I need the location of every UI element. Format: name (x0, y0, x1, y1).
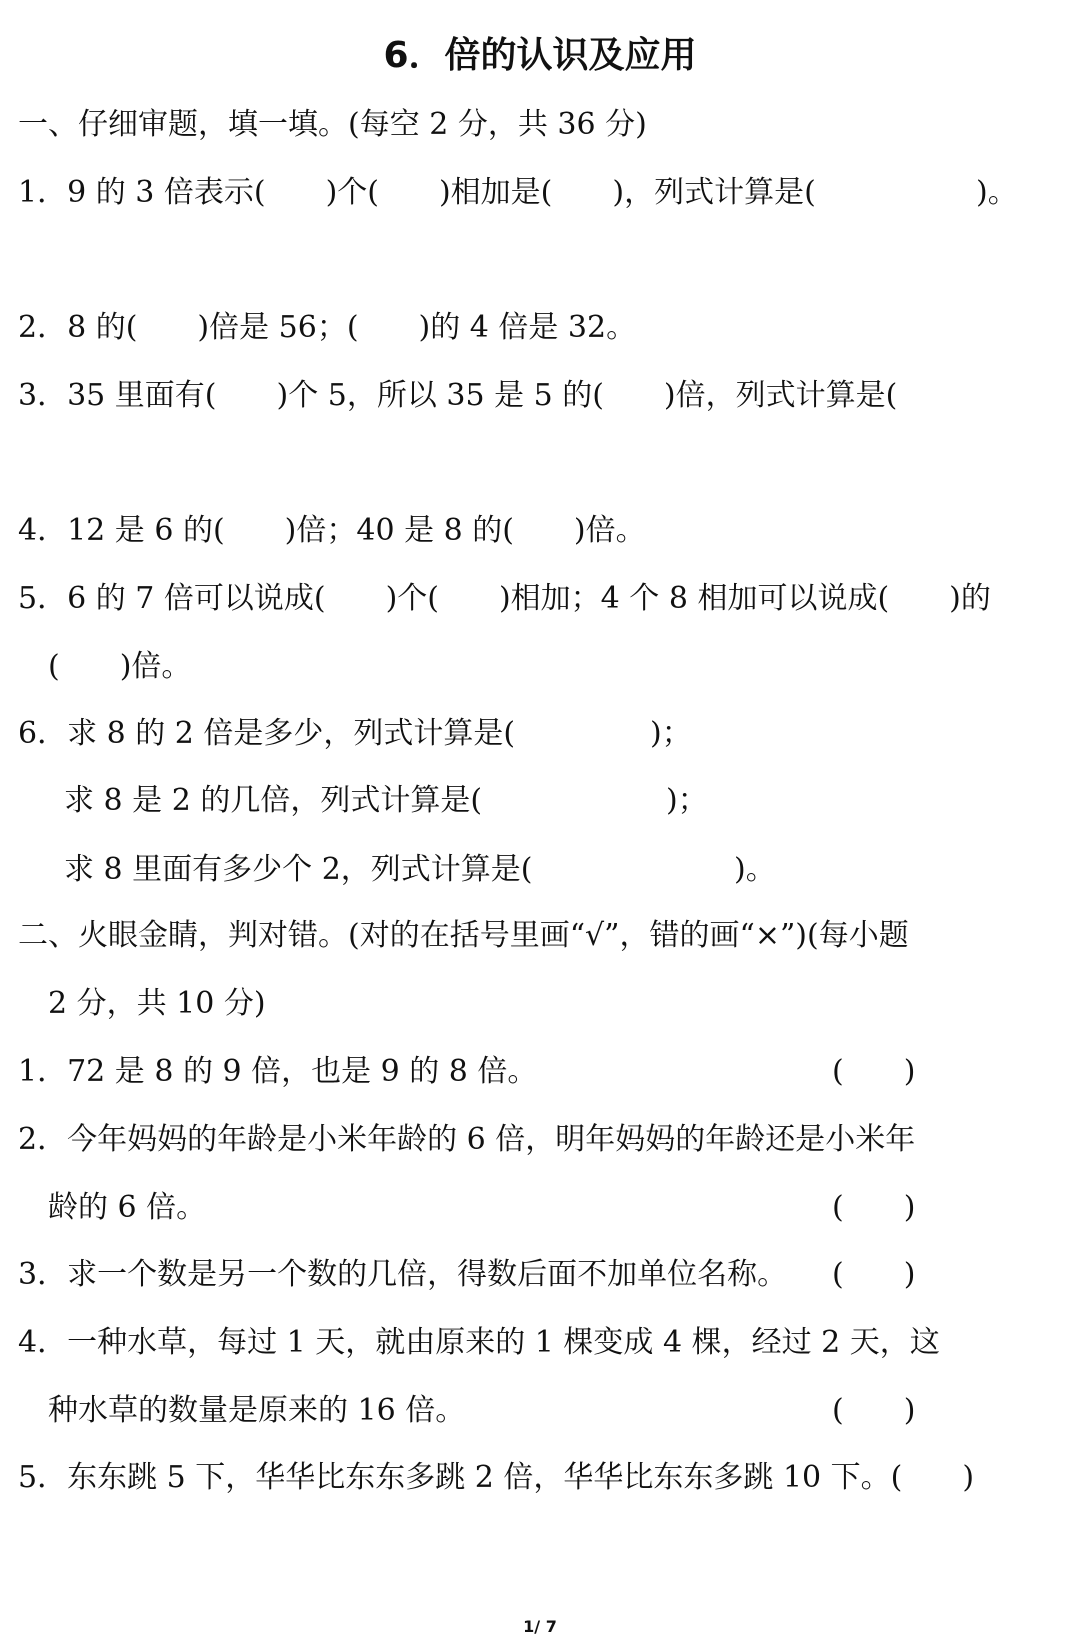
section-1-heading: 一、仔细审题，填一填。(每空 2 分，共 36 分) (18, 107, 647, 142)
question-2-2-line-2 (48, 1188, 1068, 1228)
question-1-5-line-1: 5．6 的 7 倍可以说成( )个( )相加；4 个 8 相加可以说成( )的 (18, 581, 991, 616)
section-2-heading-line-2: 2 分，共 10 分) (48, 986, 266, 1021)
page-number: 1/ 7 (523, 1617, 557, 1636)
question-1-2: 2．8 的( )倍是 56；( )的 4 倍是 32。 (18, 310, 637, 345)
question-2-2-text: 龄的 6 倍。 (48, 1190, 207, 1225)
question-1-6c (64, 850, 1064, 890)
question-2-3-text: 3．求一个数是另一个数的几倍，得数后面不加单位名称。 (18, 1257, 788, 1292)
answer-paren[interactable]: ( ) (832, 1393, 916, 1428)
answer-paren[interactable]: ( ) (832, 1190, 916, 1225)
question-1-6b (64, 781, 1064, 821)
answer-paren[interactable]: ( ) (832, 1054, 916, 1089)
question-1-3: 3．35 里面有( )个 5，所以 35 是 5 的( )倍，列式计算是( (18, 378, 898, 413)
question-2-1 (18, 1052, 1068, 1092)
question-1-1 (18, 173, 1068, 213)
question-1-6c-end: )。 (734, 852, 776, 887)
question-1-6b-text: 求 8 是 2 的几倍，列式计算是( (64, 783, 483, 818)
question-1-6a (18, 714, 1068, 754)
question-1-6a-end: )； (650, 716, 692, 751)
question-1-6c-text: 求 8 里面有多少个 2，列式计算是( (64, 852, 533, 887)
question-2-4-text: 种水草的数量是原来的 16 倍。 (48, 1393, 466, 1428)
question-2-3 (18, 1255, 1068, 1295)
question-1-4: 4．12 是 6 的( )倍；40 是 8 的( )倍。 (18, 513, 646, 548)
section-2-heading-line-1: 二、火眼金睛，判对错。(对的在括号里画“√”，错的画“×”)(每小题 (18, 918, 909, 953)
question-1-5-line-2: ( )倍。 (48, 649, 192, 684)
question-1-6b-end: )； (666, 783, 708, 818)
question-2-4-line-2 (48, 1391, 1068, 1431)
question-1-1-end: )。 (976, 175, 1018, 210)
question-1-6a-text: 6．求 8 的 2 倍是多少，列式计算是( (18, 716, 516, 751)
answer-paren[interactable]: ( ) (832, 1257, 916, 1292)
page-title: 6．倍的认识及应用 (383, 35, 697, 76)
question-2-2-line-1: 2．今年妈妈的年龄是小米年龄的 6 倍，明年妈妈的年龄还是小米年 (18, 1122, 916, 1157)
question-1-1-text: 1．9 的 3 倍表示( )个( )相加是( )，列式计算是( (18, 175, 816, 210)
question-2-4-line-1: 4．一种水草，每过 1 天，就由原来的 1 棵变成 4 棵，经过 2 天，这 (18, 1325, 940, 1360)
question-2-5: 5．东东跳 5 下，华华比东东多跳 2 倍，华华比东东多跳 10 下。( ) (18, 1460, 975, 1495)
question-2-1-text: 1．72 是 8 的 9 倍，也是 9 的 8 倍。 (18, 1054, 538, 1089)
